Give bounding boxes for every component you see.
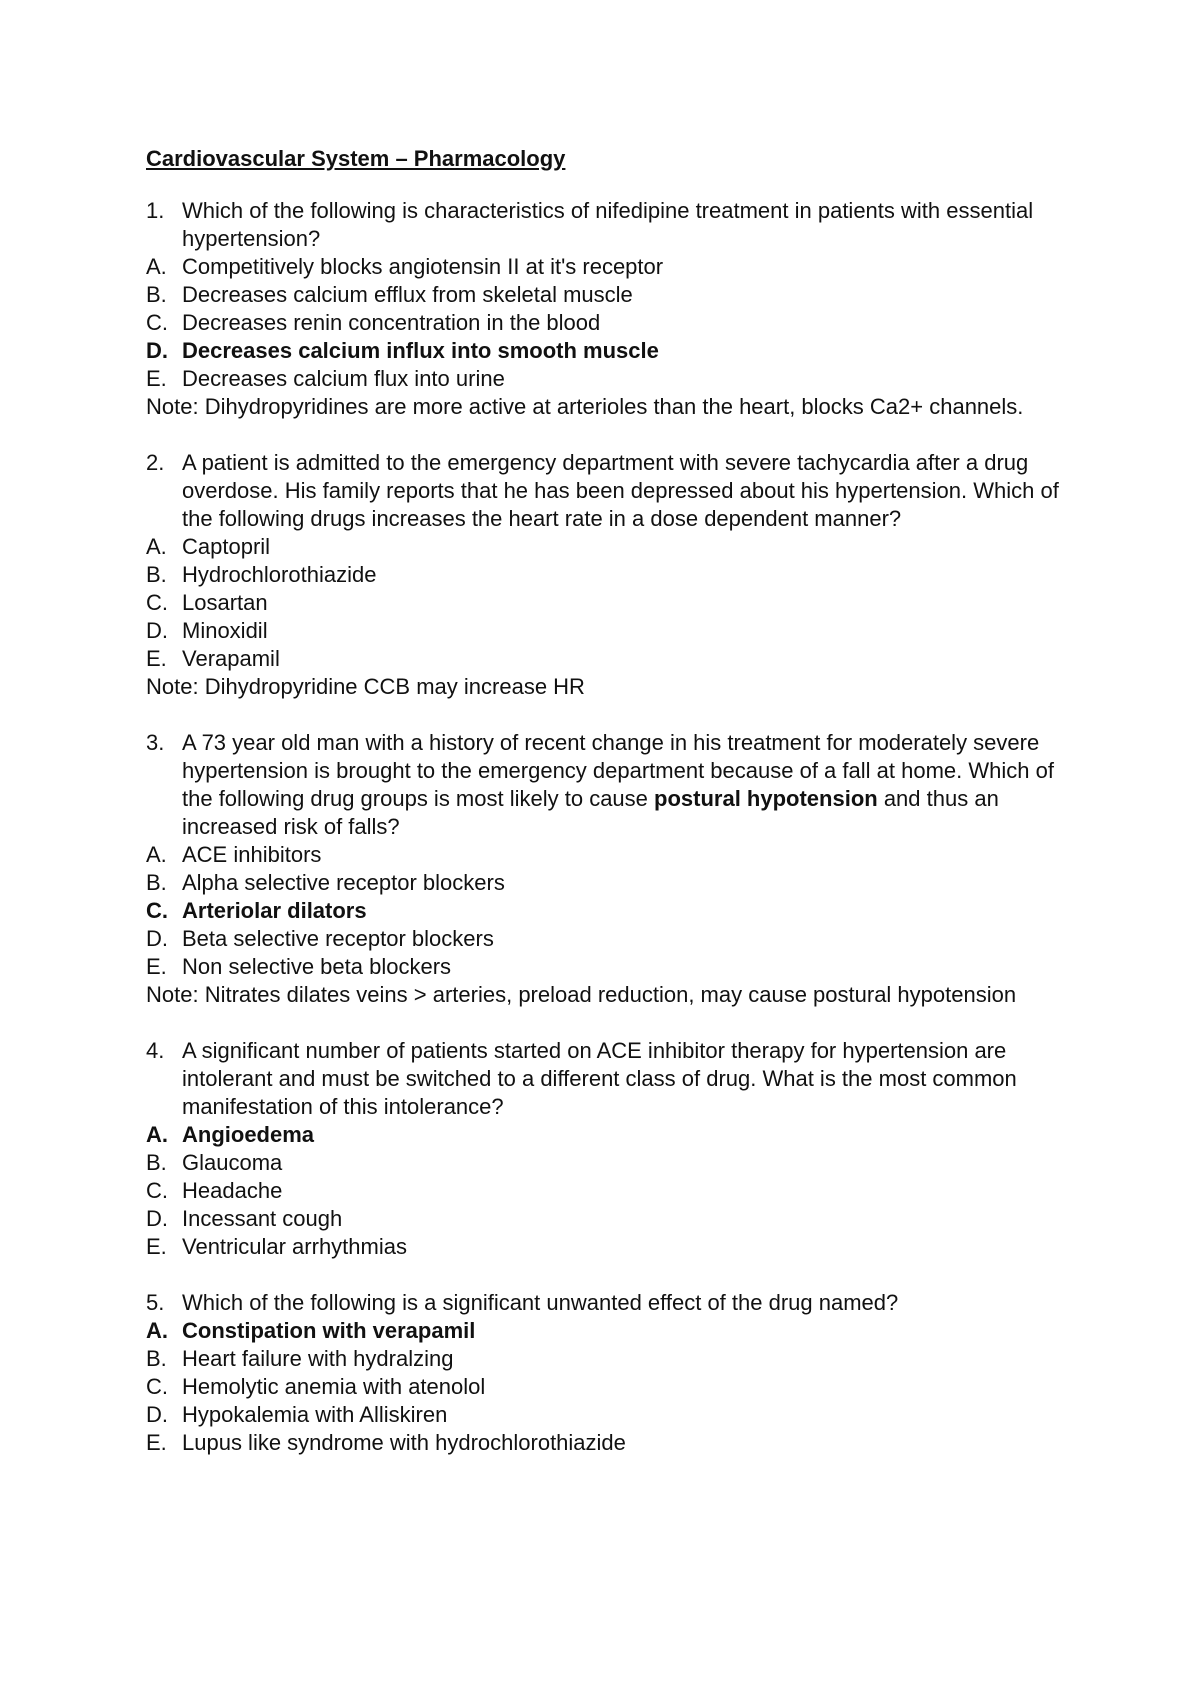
question-note: Note: Dihydropyridine CCB may increase HR xyxy=(146,674,585,699)
option-label: A. xyxy=(146,1122,168,1147)
question-stem xyxy=(146,197,1086,253)
option-text: Decreases renin concentration in the blood xyxy=(182,310,601,335)
option-text: Captopril xyxy=(182,534,271,559)
stem-segment: Which of the following is a significant unwanted effect of the drug named? xyxy=(182,1290,899,1315)
option-label: E. xyxy=(146,366,167,391)
option-label: B. xyxy=(146,282,167,307)
option-label: A. xyxy=(146,534,167,559)
question-text xyxy=(182,449,1086,533)
question-number: 4. xyxy=(146,1038,165,1063)
option-label: B. xyxy=(146,1150,167,1175)
option-label: D. xyxy=(146,1206,168,1231)
option-text: Heart failure with hydralzing xyxy=(182,1346,454,1371)
answer-option xyxy=(146,1401,1086,1429)
option-text: Non selective beta blockers xyxy=(182,954,452,979)
answer-option-correct xyxy=(146,337,1086,365)
option-label: E. xyxy=(146,646,167,671)
question-stem xyxy=(146,1037,1086,1121)
question-block xyxy=(146,1037,1086,1261)
answer-option-correct xyxy=(146,1317,1086,1345)
stem-segment: A 73 year old man with a history of recent change in his treatment for moderately severe hypertension is brought to the emergency department because of a fall at home. Which of the following drug groups is most likely to cause xyxy=(182,730,1054,811)
option-label: D. xyxy=(146,1402,168,1427)
option-label: C. xyxy=(146,1178,168,1203)
answer-option xyxy=(146,533,1086,561)
option-text: Minoxidil xyxy=(182,618,268,643)
answer-option xyxy=(146,253,1086,281)
option-text: Beta selective receptor blockers xyxy=(182,926,494,951)
question-note: Note: Dihydropyridines are more active at arterioles than the heart, blocks Ca2+ channels. xyxy=(146,394,1024,419)
option-label: C. xyxy=(146,898,168,923)
answer-option-correct xyxy=(146,897,1086,925)
question-stem xyxy=(146,1289,1086,1317)
option-label: A. xyxy=(146,254,167,279)
stem-segment: Which of the following is characteristics of nifedipine treatment in patients with essential hypertension? xyxy=(182,198,1034,251)
option-label: A. xyxy=(146,1318,168,1343)
answer-option xyxy=(146,1345,1086,1373)
option-text: Decreases calcium efflux from skeletal muscle xyxy=(182,282,633,307)
option-label: C. xyxy=(146,1374,168,1399)
answer-option xyxy=(146,617,1086,645)
option-label: B. xyxy=(146,870,167,895)
answer-option xyxy=(146,1205,1086,1233)
answer-option xyxy=(146,1429,1086,1457)
option-label: E. xyxy=(146,1430,167,1455)
option-label: B. xyxy=(146,562,167,587)
question-text xyxy=(182,197,1086,253)
question-number: 2. xyxy=(146,450,165,475)
option-label: C. xyxy=(146,310,168,335)
option-text: Hypokalemia with Alliskiren xyxy=(182,1402,448,1427)
answer-option xyxy=(146,1177,1086,1205)
option-text: Incessant cough xyxy=(182,1206,343,1231)
option-label: D. xyxy=(146,618,168,643)
answer-option xyxy=(146,1149,1086,1177)
question-note: Note: Nitrates dilates veins > arteries, preload reduction, may cause postural hypotension xyxy=(146,982,1017,1007)
option-text: Hydrochlorothiazide xyxy=(182,562,377,587)
question-number: 1. xyxy=(146,198,165,223)
option-text: ACE inhibitors xyxy=(182,842,322,867)
answer-option xyxy=(146,589,1086,617)
answer-option xyxy=(146,841,1086,869)
stem-segment: A patient is admitted to the emergency department with severe tachycardia after a drug overdose. His family reports that he has been depressed about his hypertension. Which of the following drugs increases the heart rate in a dose dependent manner? xyxy=(182,450,1059,531)
option-text: Angioedema xyxy=(182,1122,315,1147)
question-block xyxy=(146,1289,1086,1457)
option-text: Lupus like syndrome with hydrochlorothiazide xyxy=(182,1430,626,1455)
option-label: B. xyxy=(146,1346,167,1371)
option-label: C. xyxy=(146,590,168,615)
question-number: 5. xyxy=(146,1290,165,1315)
question-text xyxy=(182,729,1086,841)
option-label: A. xyxy=(146,842,167,867)
question-block xyxy=(146,197,1086,421)
question-block xyxy=(146,449,1086,701)
question-list xyxy=(146,197,1086,1457)
question-stem xyxy=(146,729,1086,841)
question-text xyxy=(182,1037,1086,1121)
option-text: Verapamil xyxy=(182,646,280,671)
stem-segment: A significant number of patients started on ACE inhibitor therapy for hypertension are intolerant and must be switched to a different class of drug. What is the most common manifestation of this intolerance? xyxy=(182,1038,1017,1119)
option-text: Alpha selective receptor blockers xyxy=(182,870,505,895)
option-label: D. xyxy=(146,926,168,951)
option-text: Ventricular arrhythmias xyxy=(182,1234,407,1259)
question-block xyxy=(146,729,1086,1009)
option-text: Decreases calcium influx into smooth muscle xyxy=(182,338,659,363)
option-label: E. xyxy=(146,1234,167,1259)
question-stem xyxy=(146,449,1086,533)
question-number: 3. xyxy=(146,730,165,755)
option-text: Arteriolar dilators xyxy=(182,898,367,923)
emphasis-text: postural hypotension xyxy=(654,786,878,811)
answer-option-correct xyxy=(146,1121,1086,1149)
option-text: Headache xyxy=(182,1178,283,1203)
answer-option xyxy=(146,365,1086,393)
question-text xyxy=(182,1289,1086,1317)
document-page xyxy=(146,145,1086,1485)
option-text: Decreases calcium flux into urine xyxy=(182,366,505,391)
answer-option xyxy=(146,1373,1086,1401)
option-text: Glaucoma xyxy=(182,1150,283,1175)
answer-option xyxy=(146,869,1086,897)
option-label: D. xyxy=(146,338,168,363)
answer-option xyxy=(146,1233,1086,1261)
option-label: E. xyxy=(146,954,167,979)
answer-option xyxy=(146,309,1086,337)
answer-option xyxy=(146,925,1086,953)
answer-option xyxy=(146,645,1086,673)
answer-option xyxy=(146,281,1086,309)
document-title: Cardiovascular System – Pharmacology xyxy=(146,146,566,171)
option-text: Competitively blocks angiotensin II at it's receptor xyxy=(182,254,664,279)
stem-segment: and thus an increased risk of falls? xyxy=(182,786,999,839)
option-text: Constipation with verapamil xyxy=(182,1318,476,1343)
answer-option xyxy=(146,953,1086,981)
option-text: Losartan xyxy=(182,590,268,615)
answer-option xyxy=(146,561,1086,589)
option-text: Hemolytic anemia with atenolol xyxy=(182,1374,486,1399)
